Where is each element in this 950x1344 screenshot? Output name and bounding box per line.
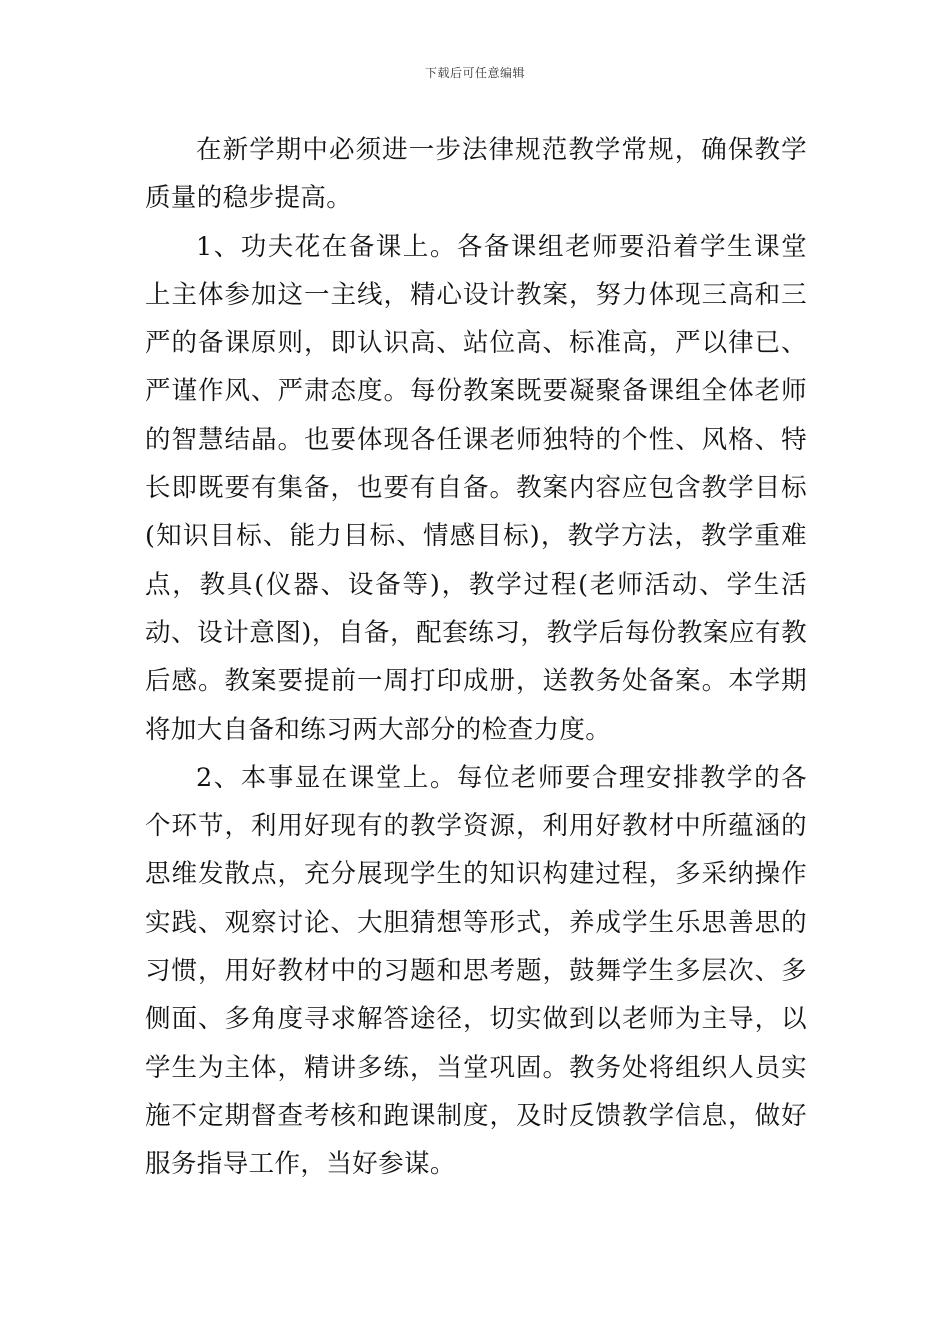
document-body bbox=[145, 126, 807, 1189]
paragraph-intro: 在新学期中必须进一步法律规范教学常规，确保教学质量的稳步提高。 bbox=[145, 135, 807, 214]
paragraph-lesson-preparation: 1、功夫花在备课上。各备课组老师要沿着学生课堂上主体参加这一主线，精心设计教案，努力体现三高和三严的备课原则，即认识高、站位高、标准高，严以律已、严谨作风、严肃态度。每份教案既要凝聚备课组全体老师的智慧结晶。也要体现各任课老师独特的个性、风格、特长即既要有集备，也要有自备。教案内容应包含教学目标(知识目标、能力目标、情感目标)，教学方法，教学重难点，教具(仪器、设备等)，教学过程(老师活动、学生活动、设计意图)，自备，配套练习，教学后每份教案应有教后感。教案要提前一周打印成册，送教务处备案。本学期将加大自备和练习两大部分的检查力度。 bbox=[145, 231, 807, 745]
paragraph-classroom-teaching: 2、本事显在课堂上。每位老师要合理安排教学的各个环节，利用好现有的教学资源，利用好教材中所蕴涵的思维发散点，充分展现学生的知识构建过程，多采纳操作实践、观察讨论、大胆猜想等形式，养成学生乐思善思的习惯，用好教材中的习题和思考题，鼓舞学生多层次、多侧面、多角度寻求解答途径，切实做到以老师为主导，以学生为主体，精讲多练，当堂巩固。教务处将组织人员实施不定期督查考核和跑课制度，及时反馈教学信息，做好服务指导工作，当好参谋。 bbox=[145, 762, 807, 1180]
page-header-note: 下载后可任意编辑 bbox=[424, 66, 525, 80]
